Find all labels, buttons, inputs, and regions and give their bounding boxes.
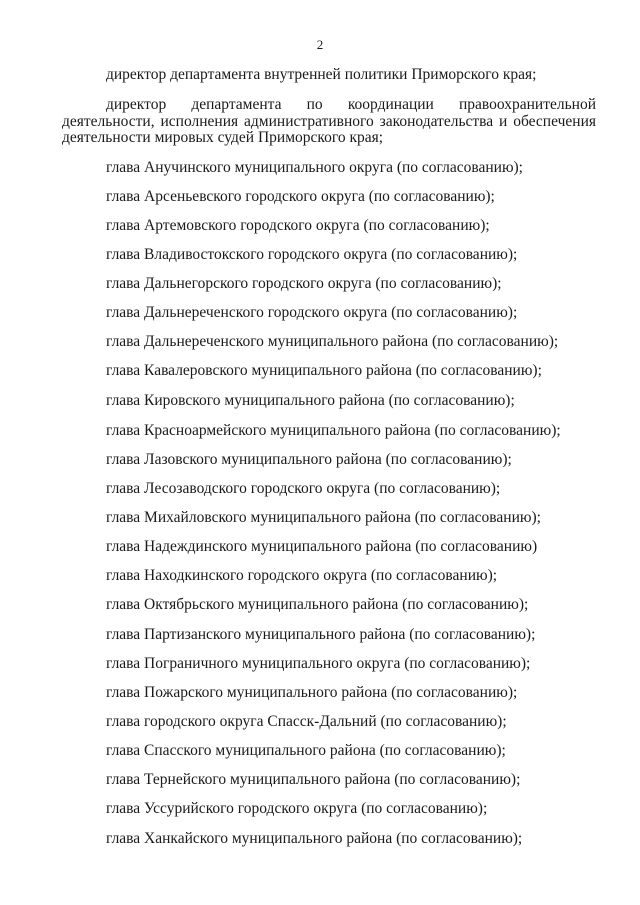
list-item: глава Пожарского муниципального района (по согласованию);	[106, 684, 518, 701]
list-item: глава Партизанского муниципального района (по согласованию);	[106, 626, 536, 643]
list-item: глава Ханкайского муниципального района (по согласованию);	[106, 830, 523, 847]
paragraph-line: деятельности мировых судей Приморского края;	[62, 129, 384, 146]
list-item: глава Красноармейского муниципального района (по согласованию);	[106, 422, 561, 439]
paragraph	[62, 97, 596, 147]
list-item: глава Уссурийского городского округа (по согласованию);	[106, 800, 488, 817]
list-item: глава Лесозаводского городского округа (по согласованию);	[106, 480, 501, 497]
list-item: глава Артемовского городского округа (по согласованию);	[106, 217, 490, 234]
list-item: глава Находкинского городского округа (по согласованию);	[106, 567, 498, 584]
list-item: глава Октябрьского муниципального района (по согласованию);	[106, 596, 529, 613]
list-item: глава Тернейского муниципального района (по согласованию);	[106, 771, 521, 788]
list-item: директор департамента внутренней политики Приморского края;	[106, 66, 537, 83]
list-item: глава Арсеньевского городского округа (по согласованию);	[106, 188, 495, 205]
list-item: глава Надеждинского муниципального района (по согласованию)	[106, 538, 538, 555]
list-item: глава Лазовского муниципального района (по согласованию);	[106, 451, 512, 468]
page-number: 2	[316, 37, 324, 52]
paragraph-line: директор департамента по координации правоохранительной	[106, 96, 596, 113]
list-item: глава Владивостокского городского округа (по согласованию);	[106, 246, 518, 263]
paragraph-line: деятельности, исполнения административного законодательства и обеспечения	[62, 112, 596, 130]
list-item: глава Анучинского муниципального округа (по согласованию);	[106, 159, 523, 176]
list-item: глава Михайловского муниципального района (по согласованию);	[106, 509, 541, 526]
list-item: глава Кировского муниципального района (по согласованию);	[106, 392, 515, 409]
list-item: глава Дальнереченского городского округа (по согласованию);	[106, 304, 518, 321]
list-item: глава Дальнегорского городского округа (по согласованию);	[106, 275, 502, 292]
list-item: глава Спасского муниципального района (по согласованию);	[106, 742, 506, 759]
list-item: глава Пограничного муниципального округа (по согласованию);	[106, 655, 531, 672]
list-item: глава Дальнереченского муниципального района (по согласованию);	[106, 333, 559, 350]
list-item: глава Кавалеровского муниципального района (по согласованию);	[106, 362, 542, 379]
list-item: глава городского округа Спасск-Дальний (по согласованию);	[106, 713, 507, 730]
